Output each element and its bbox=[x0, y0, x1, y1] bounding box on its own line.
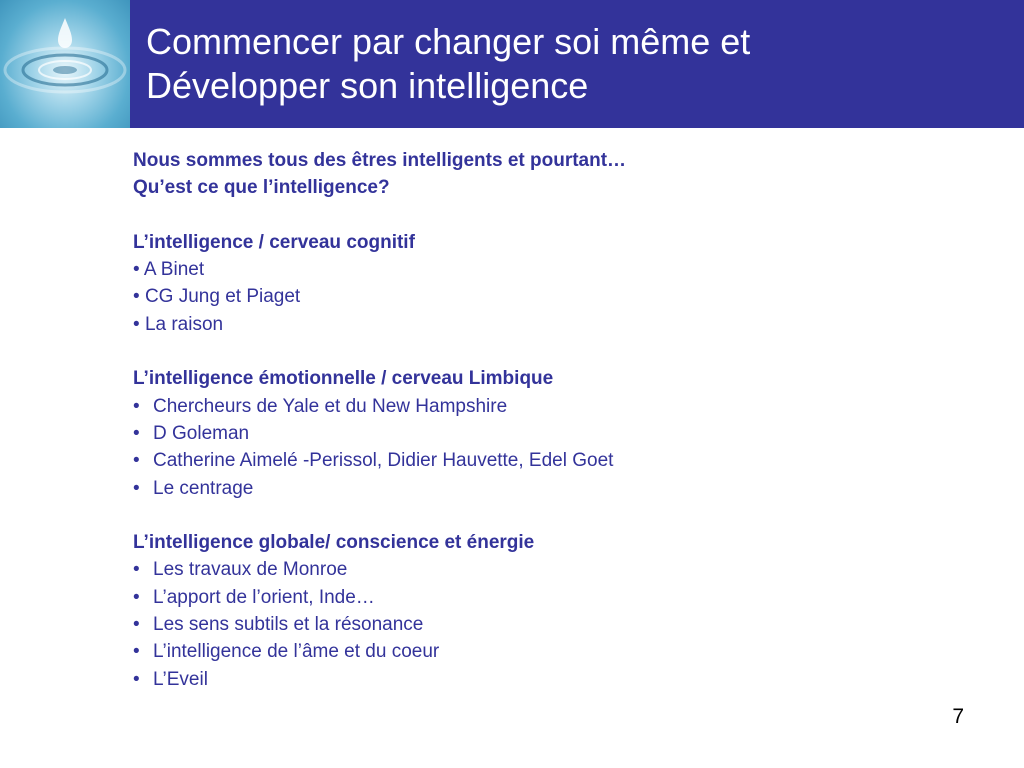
slide-title bbox=[146, 20, 1006, 108]
bullet-icon: • bbox=[133, 422, 140, 444]
list-item: • Chercheurs de Yale et du New Hampshire bbox=[133, 393, 993, 420]
slide-header bbox=[0, 0, 1024, 128]
water-drop-icon bbox=[0, 0, 130, 128]
slide-body bbox=[133, 147, 993, 693]
list-item: • Catherine Aimelé -Perissol, Didier Hauvette, Edel Goet bbox=[133, 447, 993, 474]
bullet-icon: • bbox=[133, 477, 140, 499]
bullet-icon: • bbox=[133, 668, 140, 690]
section-heading-emotional: L’intelligence émotionnelle / cerveau Limbique bbox=[133, 368, 554, 390]
list-item: • CG Jung et Piaget bbox=[133, 286, 301, 308]
bullet-icon: • bbox=[133, 559, 140, 581]
bullet-icon: • bbox=[133, 313, 140, 335]
spacer bbox=[133, 202, 993, 229]
title-line-2: Développer son intelligence bbox=[146, 65, 589, 106]
list-item: • Les travaux de Monroe bbox=[133, 556, 993, 583]
list-item: • La raison bbox=[133, 313, 224, 335]
list-item: • Le centrage bbox=[133, 475, 993, 502]
list-item: • L’Eveil bbox=[133, 666, 993, 693]
spacer bbox=[133, 502, 993, 529]
intro-line-1: Nous sommes tous des êtres intelligents et pourtant… bbox=[133, 150, 627, 171]
list-item: • L’apport de l’orient, Inde… bbox=[133, 584, 993, 611]
title-line-1: Commencer par changer soi même et bbox=[146, 21, 751, 62]
bullet-icon: • bbox=[133, 450, 140, 472]
section-heading-cognitive: L’intelligence / cerveau cognitif bbox=[133, 231, 415, 253]
bullet-icon: • bbox=[133, 395, 140, 417]
bullet-icon: • bbox=[133, 259, 140, 281]
page-number: 7 bbox=[952, 705, 964, 728]
intro-line-2: Qu’est ce que l’intelligence? bbox=[133, 177, 390, 199]
spacer bbox=[133, 338, 993, 365]
section-heading-global: L’intelligence globale/ conscience et énergie bbox=[133, 532, 535, 554]
list-item: • L’intelligence de l’âme et du coeur bbox=[133, 638, 993, 665]
bullet-icon: • bbox=[133, 641, 140, 663]
list-item: • Les sens subtils et la résonance bbox=[133, 611, 993, 638]
bullet-icon: • bbox=[133, 286, 140, 308]
bullet-icon: • bbox=[133, 586, 140, 608]
list-item: • D Goleman bbox=[133, 420, 993, 447]
list-item: • A Binet bbox=[133, 259, 205, 281]
bullet-icon: • bbox=[133, 614, 140, 636]
